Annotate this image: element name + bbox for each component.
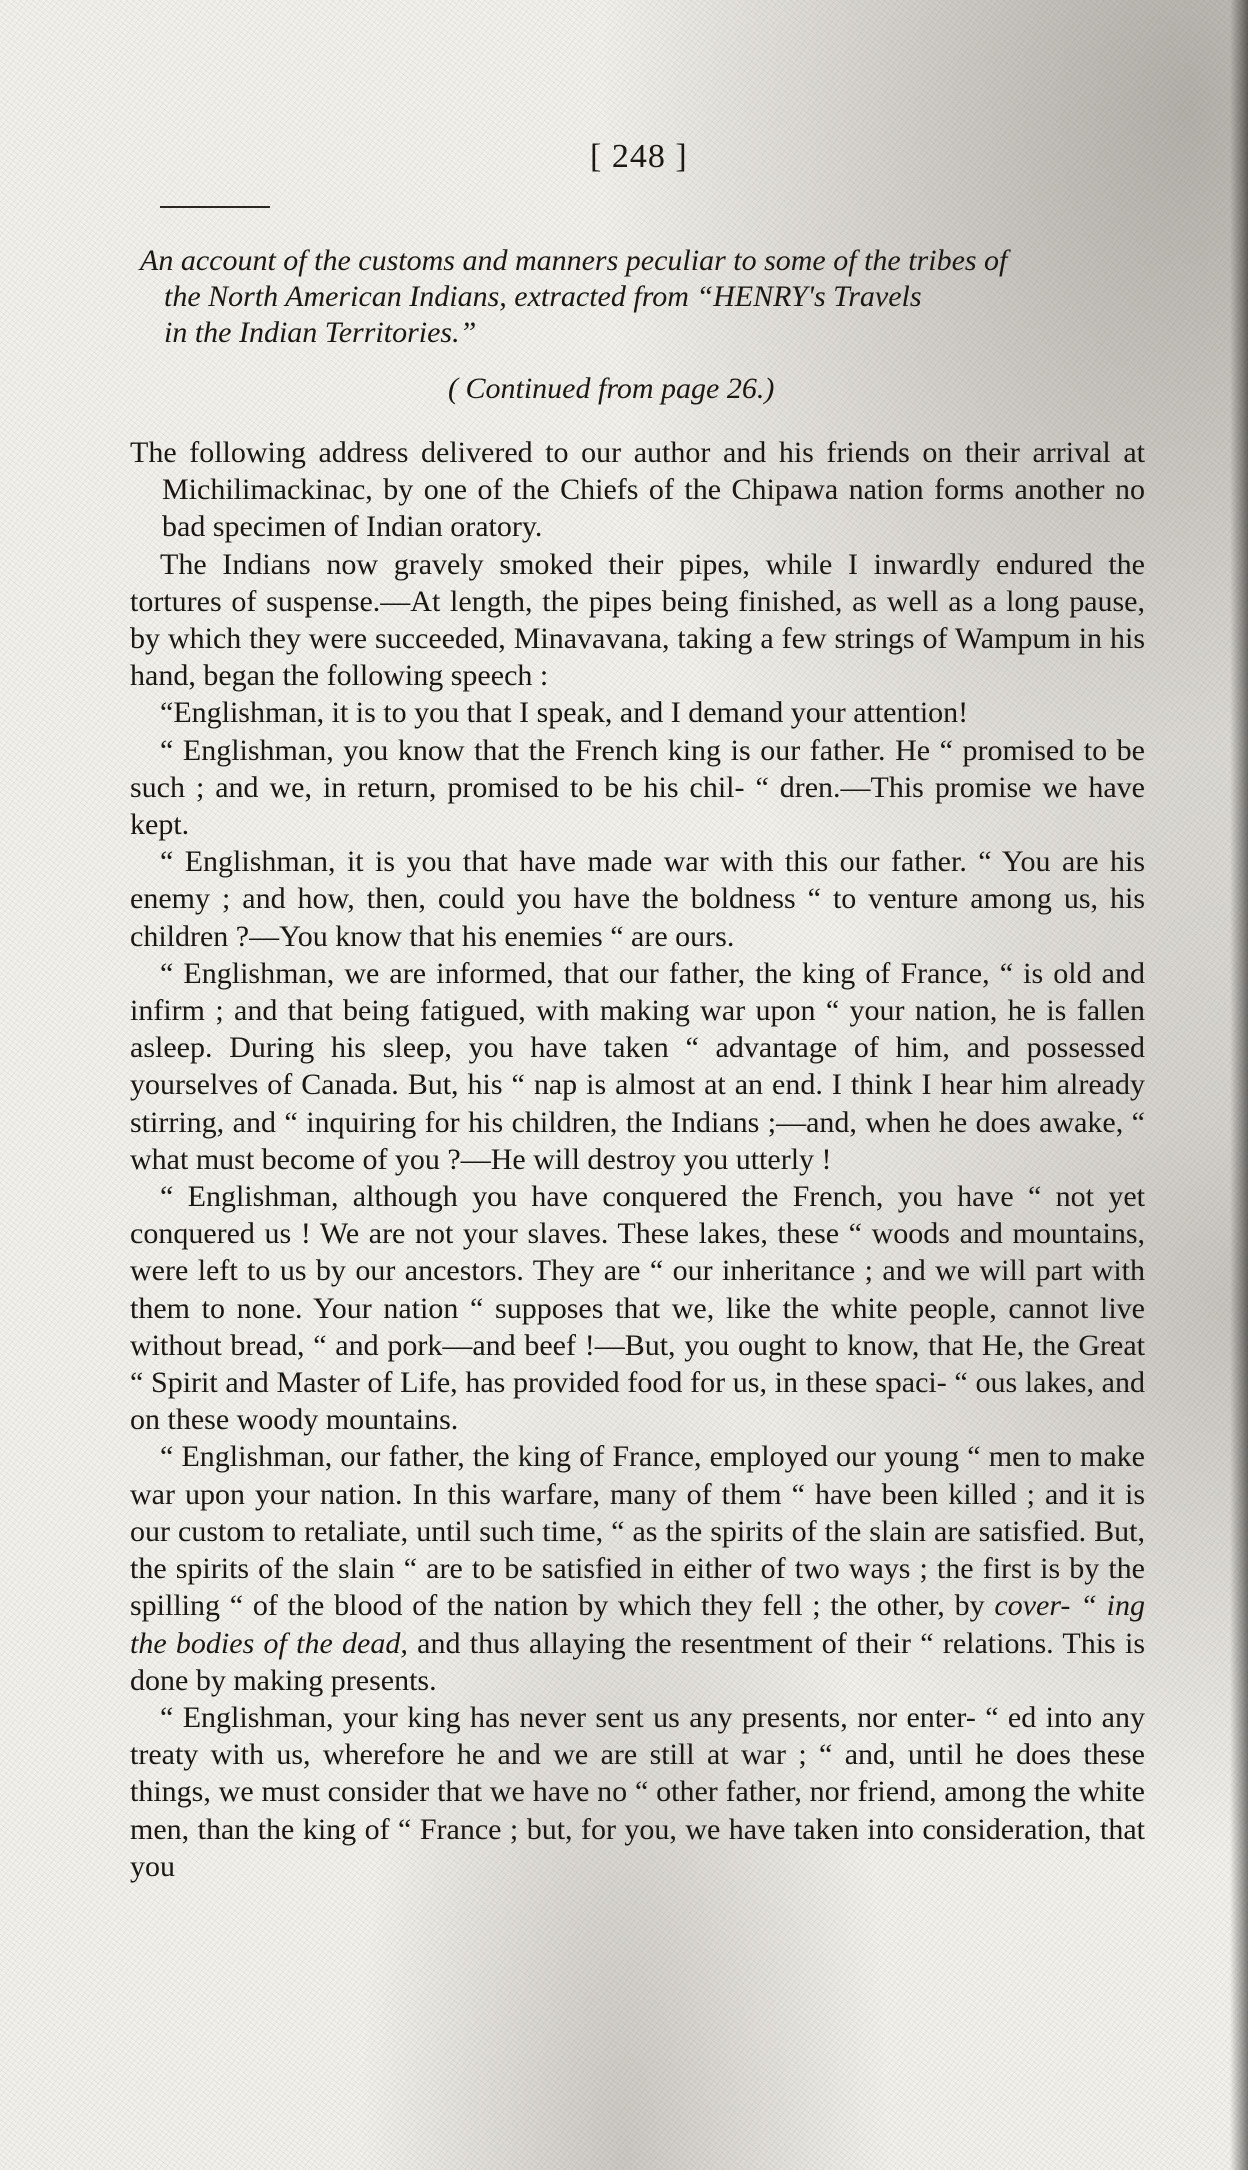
speech-paragraph-3: “ Englishman, it is you that have made war with this our father. “ You are his enemy ; and how, then, could you have the boldness “ to venture among us, his children ?—You know that his enemies “ are ours.: [130, 845, 1145, 953]
title-line-3: in the Indian Territories.”: [164, 316, 477, 349]
title-line-1: An account of the customs and manners peculiar to some of the tribes of: [140, 244, 1008, 277]
speech-paragraph-4: “ Englishman, we are informed, that our father, the king of France, “ is old and infirm ; and that being fatigued, with making war upon “ your nation, he is fallen asleep. During his sleep, you have taken “ advantage of him, and possessed yourselves of Canada. But, his “ nap is almost at an end. I think I hear him already stirring, and “ inquiring for his children, the Indians ;—and, when he does awake, “ what must become of you ?—He will destroy you utterly !: [130, 956, 1145, 1176]
article-title: [140, 243, 1170, 351]
speech-paragraph-7: “ Englishman, your king has never sent us any presents, nor enter- “ ed into any treaty with us, wherefore he and we are still at war ; “ and, until he does these things, we must consider that we have no “ other father, nor friend, among the white men, than the king of “ France ; but, for you, we have taken into consideration, that you: [130, 1700, 1145, 1883]
title-line-2: the North American Indians, extracted from “HENRY's Travels: [164, 280, 922, 313]
speech-6-italic: cover- “ ing the bodies of the dead,: [130, 1589, 1145, 1660]
speech-paragraph-6: [130, 1438, 1145, 1698]
page-number: [ 248 ]: [590, 138, 688, 175]
speech-paragraph-2: “ Englishman, you know that the French king is our father. He “ promised to be such ; and we, in return, promised to be his chil- “ dren.—This promise we have kept.: [130, 733, 1145, 842]
speech-paragraph-1: “Englishman, it is to you that I speak, and I demand your attention!: [160, 696, 969, 730]
narrative-paragraph: The Indians now gravely smoked their pipes, while I inwardly endured the tortures of suspense.—At length, the pipes being finished, as well as a long pause, by which they were succeeded, Minavavana, taking a few strings of Wampum in his hand, began the following speech :: [130, 547, 1145, 693]
continued-note: ( Continued from page 26.): [448, 372, 775, 405]
article-body: [130, 434, 1145, 1885]
header-rule: [160, 206, 270, 208]
page-edge-shadow: [1230, 0, 1248, 2170]
speech-paragraph-5: “ Englishman, although you have conquered the French, you have “ not yet conquered us ! We are not your slaves. These lakes, these “ woods and mountains, were left to us by our ancestors. They are “ our inheritance ; and we will part with them to none. Your nation “ supposes that we, like the white people, cannot live without bread, “ and pork—and beef !—But, you ought to know, that He, the Great “ Spirit and Master of Life, has provided food for us, in these spaci- “ ous lakes, and on these woody mountains.: [130, 1180, 1145, 1437]
speech-6-part-a: “ Englishman, our father, the king of France, employed our young “ men to make war upon your nation. In this warfare, many of them “ have been killed ; and it is our custom to retaliate, until such time, “ as the spirits of the slain are satisfied. But, the spirits of the slain “ are to be satisfied in either of two ways ; the first is by the spilling “ of the blood of the nation by which they fell ; the other, by: [130, 1440, 1145, 1623]
intro-paragraph: The following address delivered to our author and his friends on their arrival at Michilimackinac, by one of the Chiefs of the Chipawa nation forms another no bad specimen of Indian oratory.: [130, 436, 1145, 544]
speech-6-part-b: and thus allaying the resentment of their “ relations. This is done by making presents.: [130, 1626, 1145, 1697]
